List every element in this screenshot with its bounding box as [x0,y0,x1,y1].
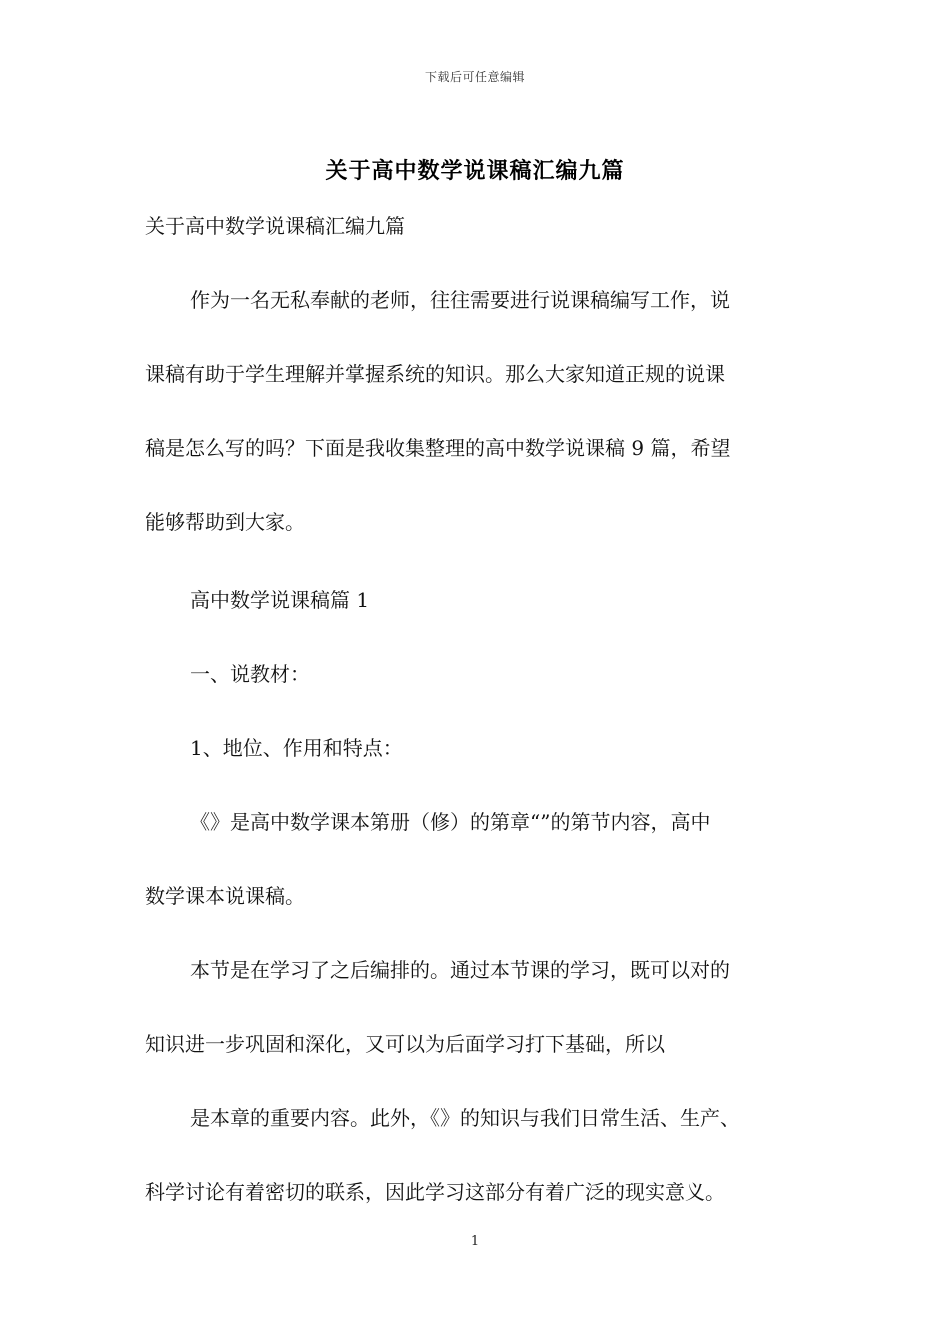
paragraph-line: 数学课本说课稿。 [145,884,305,908]
paragraph-line: 知识进一步巩固和深化，又可以为后面学习打下基础，所以 [145,1032,665,1056]
paragraph-line: 是本章的重要内容。此外，《》的知识与我们日常生活、生产、 [190,1106,740,1130]
paragraph-line: 作为一名无私奉献的老师，往往需要进行说课稿编写工作，说 [190,288,730,312]
paragraph-line: 能够帮助到大家。 [145,510,305,534]
subsection-heading: 1、地位、作用和特点： [190,736,403,760]
document-title: 关于高中数学说课稿汇编九篇 [325,158,625,184]
paragraph-line: 本节是在学习了之后编排的。通过本节课的学习，既可以对的 [190,958,730,982]
page-number: 1 [470,1234,480,1249]
section-heading: 高中数学说课稿篇 1 [190,588,370,612]
paragraph-line: 稿是怎么写的吗？下面是我收集整理的高中数学说课稿 9 篇，希望 [145,436,731,460]
paragraph-line: 科学讨论有着密切的联系，因此学习这部分有着广泛的现实意义。 [145,1180,725,1204]
paragraph-line: 《》是高中数学课本第册（修）的第章“”的第节内容，高中 [190,810,711,834]
subsection-heading: 一、说教材： [190,662,310,686]
paragraph-line: 课稿有助于学生理解并掌握系统的知识。那么大家知道正规的说课 [145,362,725,386]
header-note: 下载后可任意编辑 [424,70,525,84]
subtitle-line: 关于高中数学说课稿汇编九篇 [145,214,405,238]
